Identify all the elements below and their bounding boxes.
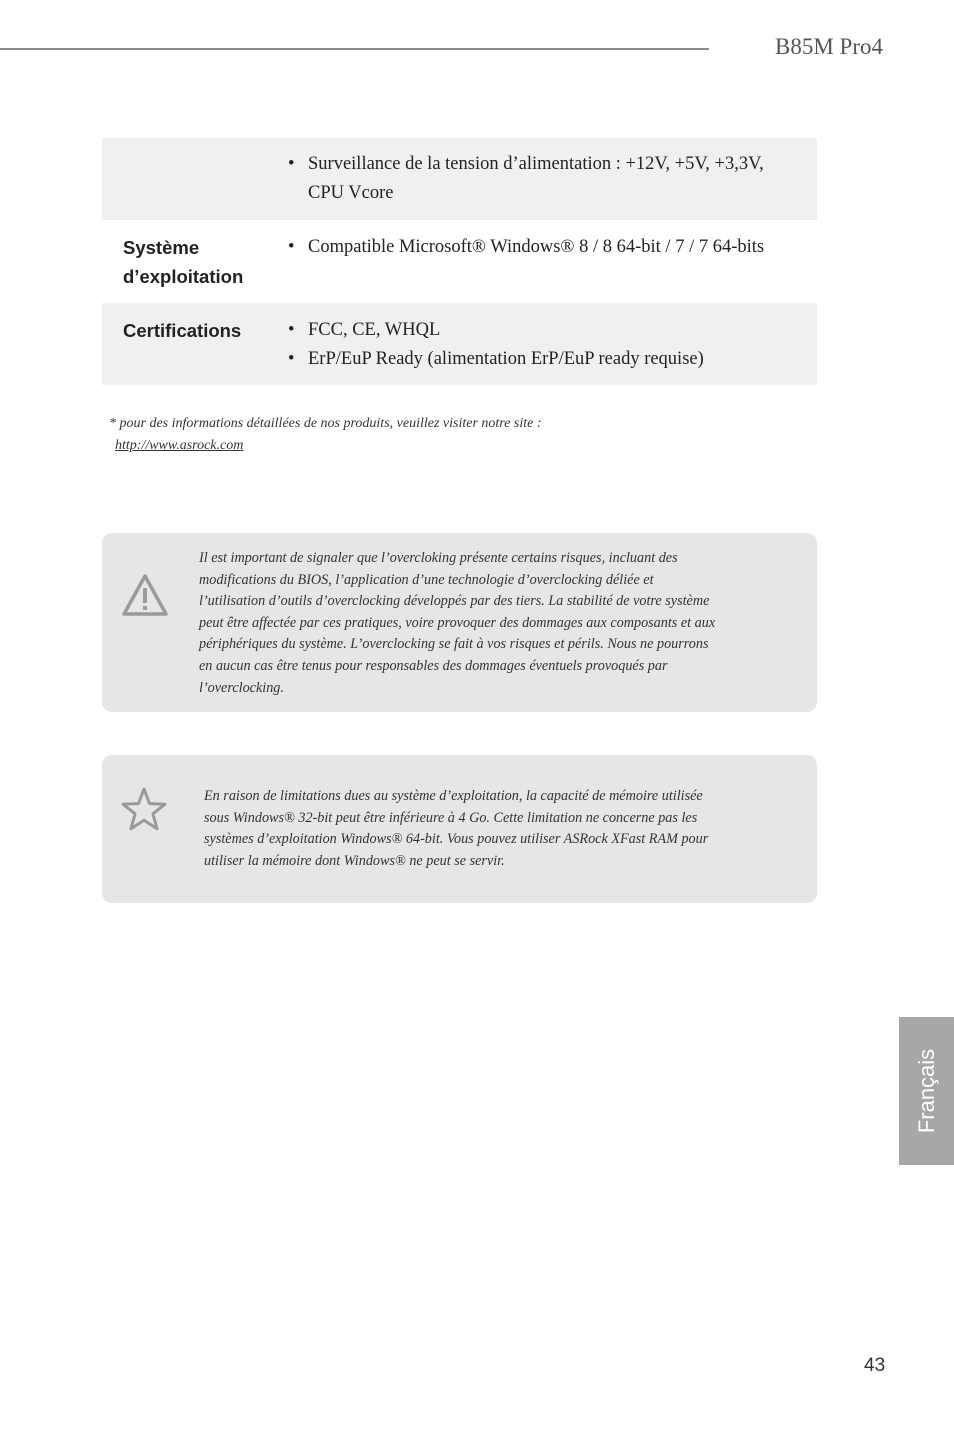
bullet-icon: • — [288, 349, 295, 369]
info-note — [102, 755, 817, 903]
language-label: Français — [913, 1048, 939, 1134]
row-items — [288, 150, 799, 208]
table-row — [102, 220, 817, 303]
row-label: Certifications — [123, 320, 242, 341]
footnote — [109, 413, 542, 457]
list-item: • Surveillance de la tension d’alimentation : +12V, +5V, +3,3V, CPU Vcore — [288, 150, 799, 208]
footnote-text: * pour des informations détaillées de nos produits, veuillez visiter notre site : — [109, 416, 542, 431]
page-number: 43 — [864, 1355, 886, 1376]
row-items — [288, 233, 799, 262]
list-item: • FCC, CE, WHQL — [288, 316, 799, 345]
table-row — [102, 138, 817, 220]
warning-note — [102, 533, 817, 712]
table-row — [102, 303, 817, 385]
warning-text: Il est important de signaler que l’overcloking présente certains risques, incluant des modifications du BIOS, l’application d’une technologie d’overclocking déliée et l’utilisation d’outils d’overclocking développés par des tiers. La stabilité de votre système peut être affectée par ces pratiques, voire provoquer des dommages aux composants et aux périphériques du système. L’overclocking se fait à vos risques et périls. Nous ne pourrons en aucun cas être tenus pour responsables des dommages éventuels provoqués par l’overclocking. — [199, 550, 716, 696]
warning-triangle-icon — [120, 572, 170, 618]
row-items — [288, 316, 799, 374]
model-title: B85M Pro4 — [775, 34, 883, 59]
list-item: • ErP/EuP Ready (alimentation ErP/EuP ready requise) — [288, 345, 799, 374]
header-rule — [0, 48, 709, 50]
bullet-icon: • — [288, 237, 295, 257]
website-link[interactable]: http://www.asrock.com — [115, 438, 244, 453]
info-text: En raison de limitations dues au système d’exploitation, la capacité de mémoire utilisée sous Windows® 32-bit peut être inférieure à 4 Go. Cette limitation ne concerne pas les systèmes d’exploitation Windows® 64-bit. Vous pouvez utiliser ASRock XFast RAM pour utiliser la mémoire dont Windows® ne peut se servir. — [204, 788, 709, 869]
list-item: • Compatible Microsoft® Windows® 8 / 8 64-bit / 7 / 7 64-bits — [288, 233, 799, 262]
bullet-icon: • — [288, 320, 295, 340]
bullet-icon: • — [288, 154, 295, 174]
language-tab — [899, 1017, 954, 1165]
spec-table — [102, 138, 817, 385]
row-label: Système d’exploitation — [123, 237, 244, 287]
star-icon — [120, 786, 168, 832]
